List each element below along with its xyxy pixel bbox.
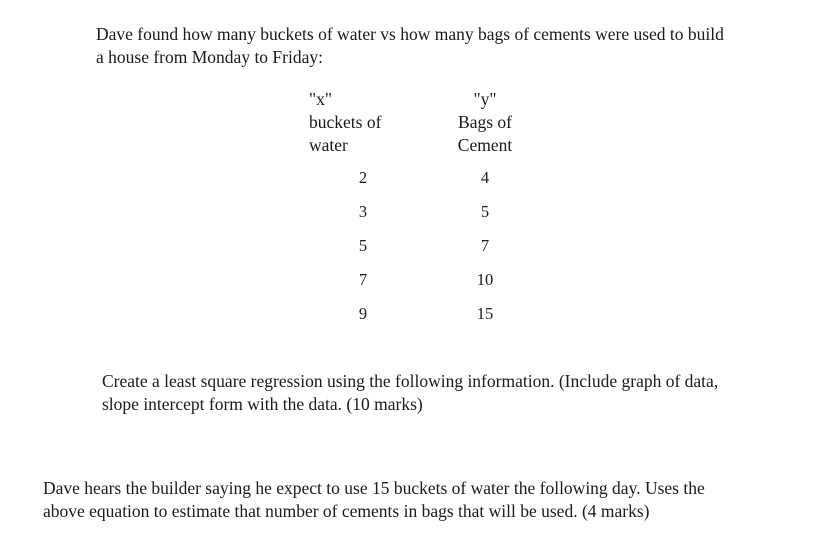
intro-line-2: a house from Monday to Friday: [96, 47, 323, 67]
y-values-column [465, 166, 505, 336]
x-header-label-2: water [309, 135, 348, 155]
x-values-column [343, 166, 383, 336]
task1-line-2: slope intercept form with the data. (10 marks) [102, 394, 423, 414]
y-header-symbol: "y" [473, 89, 497, 109]
y-value-cell: 5 [480, 202, 490, 221]
estimate-task-paragraph [43, 477, 803, 523]
task2-line-1: Dave hears the builder saying he expect to use 15 buckets of water the following day. Uses the [43, 478, 705, 498]
x-value-cell: 5 [358, 236, 368, 255]
y-value-cell: 15 [476, 304, 494, 323]
x-value-cell: 3 [358, 202, 368, 221]
y-header-label-2: Cement [457, 135, 513, 155]
y-value-cell: 7 [480, 236, 490, 255]
task1-line-1: Create a least square regression using the following information. (Include graph of data, [102, 371, 719, 391]
x-value-cell: 9 [358, 304, 368, 323]
y-value-cell: 10 [476, 270, 494, 289]
x-value-cell: 2 [358, 168, 368, 187]
regression-task-paragraph [102, 370, 802, 416]
x-header-label-1: buckets of [309, 112, 382, 132]
y-header-label-1: Bags of [458, 112, 512, 132]
task2-line-2: above equation to estimate that number of cements in bags that will be used. (4 marks) [43, 501, 650, 521]
intro-line-1: Dave found how many buckets of water vs how many bags of cements were used to build [96, 24, 724, 44]
y-value-cell: 4 [480, 168, 490, 187]
x-header-symbol: "x" [309, 89, 333, 109]
x-value-cell: 7 [358, 270, 368, 289]
intro-paragraph [96, 23, 806, 69]
y-column-header [445, 88, 525, 157]
x-column-header [309, 88, 381, 157]
